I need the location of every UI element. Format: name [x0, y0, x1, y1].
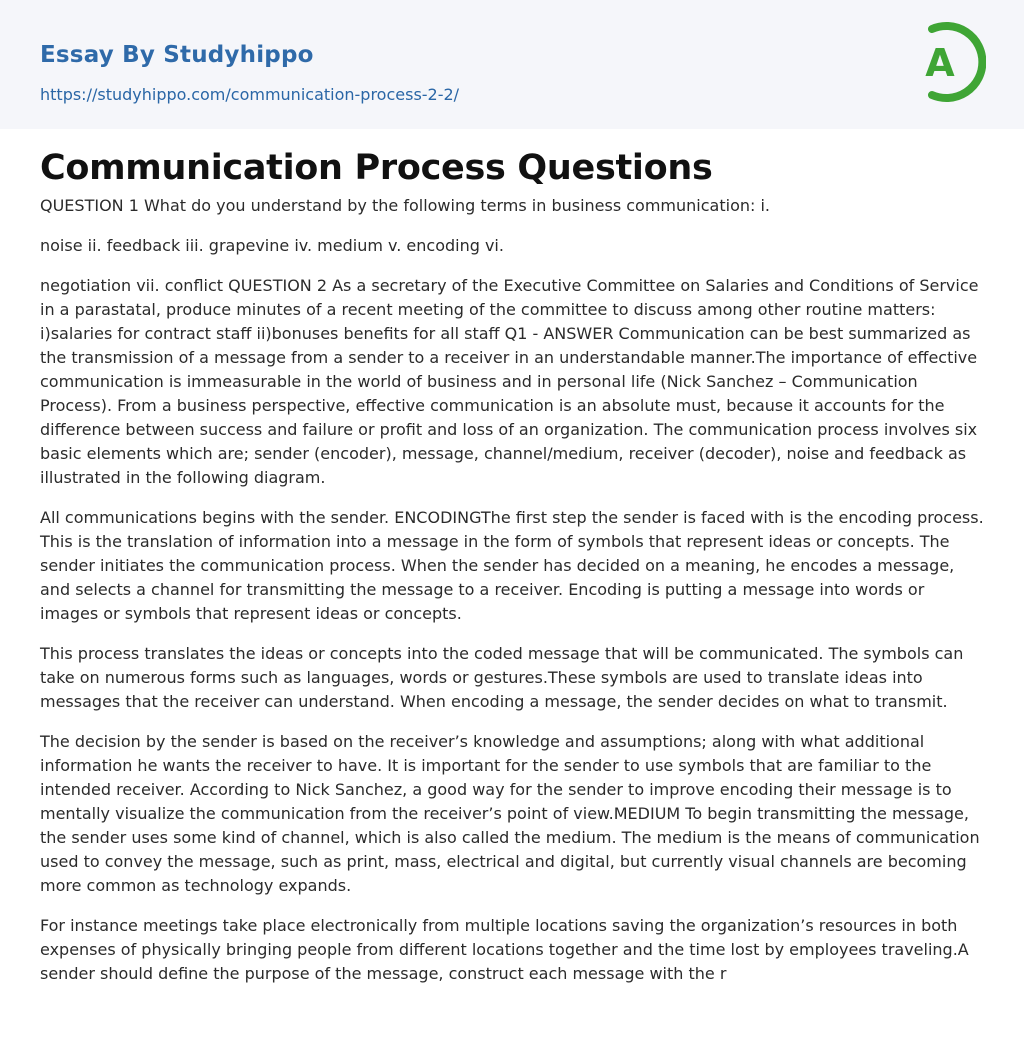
source-url-link[interactable]: https://studyhippo.com/communication-process-2-2/ — [40, 85, 460, 104]
article-paragraph: All communications begins with the sender. ENCODINGThe first step the sender is faced with is the encoding process. This is the translation of information into a message in the form of symbols that represent ideas or concepts. The sender initiates the communication process. When the sender has decided on a meaning, he encodes a message, and selects a channel for transmitting the message to a receiver. Encoding is putting a message into words or images or symbols that represent ideas or concepts. — [40, 508, 984, 623]
site-header — [0, 0, 1024, 129]
page-title: Communication Process Questions — [40, 148, 713, 188]
logo-letter: A — [925, 41, 955, 85]
article-paragraph: The decision by the sender is based on the receiver’s knowledge and assumptions; along with what additional information he wants the receiver to have. It is important for the sender to use symbols that are familiar to the intended receiver. According to Nick Sanchez, a good way for the sender to improve encoding their message is to mentally visualize the communication from the receiver’s point of view.MEDIUM To begin transmitting the message, the sender uses some kind of channel, which is also called the medium. The medium is the means of communication used to convey the message, such as print, mass, electrical and digital, but currently visual channels are becoming more common as technology expands. — [40, 732, 980, 895]
article-paragraph: negotiation vii. conflict QUESTION 2 As a secretary of the Executive Committee on Salaries and Conditions of Service in a parastatal, produce minutes of a recent meeting of the committee to discuss among other routine matters: i)salaries for contract staff ii)bonuses benefits for all staff Q1 - ANSWER Communication can be best summarized as the transmission of a message from a sender to a receiver in an understandable manner.The importance of effective communication is immeasurable in the world of business and in personal life (Nick Sanchez – Communication Process). From a business perspective, effective communication is an absolute must, because it accounts for the difference between success and failure or profit and loss of an organization. The communication process involves six basic elements which are; sender (encoder), message, channel/medium, receiver (decoder), noise and feedback as illustrated in the following diagram. — [40, 276, 979, 487]
article-paragraph: noise ii. feedback iii. grapevine iv. medium v. encoding vi. — [40, 236, 504, 255]
article-paragraph: QUESTION 1 What do you understand by the following terms in business communication: i. — [40, 196, 770, 215]
article-paragraph: For instance meetings take place electronically from multiple locations saving the organization’s resources in both expenses of physically bringing people from different locations together and the time lost by employees traveling.A sender should define the purpose of the message, construct each message with the r — [40, 916, 969, 983]
article-body — [0, 129, 1024, 986]
studyhippo-logo-icon[interactable] — [912, 19, 986, 105]
brand-title: Essay By Studyhippo — [40, 42, 314, 68]
article-paragraph: This process translates the ideas or concepts into the coded message that will be communicated. The symbols can take on numerous forms such as languages, words or gestures.These symbols are used to translate ideas into messages that the receiver can understand. When encoding a message, the sender decides on what to transmit. — [40, 644, 964, 711]
